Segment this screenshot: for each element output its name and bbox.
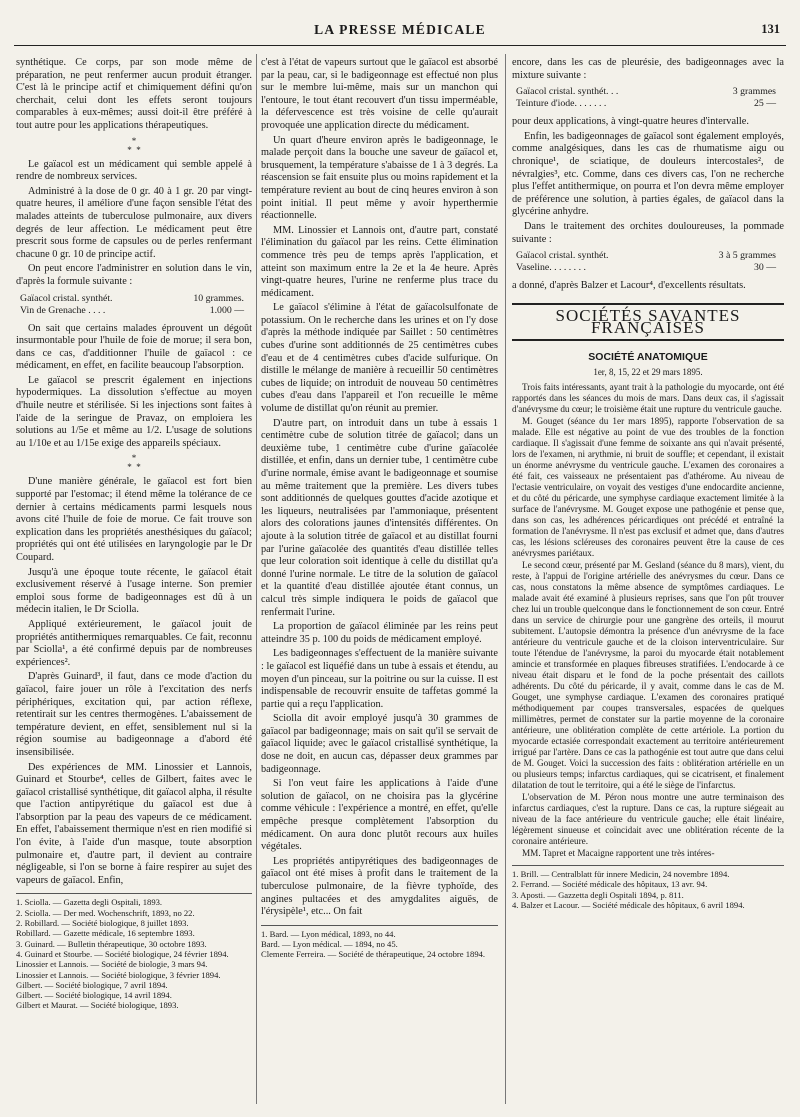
formula-row [16, 293, 252, 305]
paragraph: La proportion de gaïacol éliminée par les reins peut atteindre 35 p. 100 du poids de médicament employé. [261, 621, 498, 645]
ingredient: Gaïacol cristal. synthét. [20, 292, 113, 304]
formula-row [512, 86, 784, 98]
footnote: 4. Guinard et Stourbe. — Société biologique, 24 février 1894. [16, 948, 229, 959]
paragraph: Les propriétés antipyrétiques des badigeonnages de gaïacol ont été mises à profit dans le traitement de la tuberculose pulmonaire, de la fièvre typhoïde, des angines pultacées et des amygdalites aiguës, de l'érysipèle¹, etc... On fait [261, 855, 498, 918]
paragraph: Trois faits intéressants, ayant trait à la pathologie du myocarde, ont été rapportés dans les séances du mois de mars. Dans deux cas, il s'agissait d'anévrysme du cœur; le troisième était une rupture du ventricule gauche. [512, 382, 784, 415]
footnote: 1. Brill. — Centralblatt für innere Medicin, 24 novembre 1894. [512, 869, 730, 880]
paragraph: a donné, d'après Balzer et Lacour⁴, d'excellents résultats. [512, 280, 746, 292]
session-dates: 1er, 8, 15, 22 et 29 mars 1895. [593, 366, 703, 377]
footnote: 2. Ferrand. — Société médicale des hôpitaux, 13 avr. 94. [512, 879, 708, 890]
formula-row [16, 305, 252, 317]
paragraph: Administré à la dose de 0 gr. 40 à 1 gr. 20 par vingt-quatre heures, il améliore d'une façon sensible l'état des malades atteints de tuberculose pulmonaire, aux divers degrés de leur affection. Le médicament peut être prescrit sous forme de capsules ou de perles renfermant chacune 0 gr. 10 de principe actif. [16, 185, 252, 260]
formula-table [512, 250, 784, 274]
paragraph: Sciolla dit avoir employé jusqu'à 30 grammes de gaïacol par badigeonnage; mais on sait qu'il se servait de gaïacol liquide; avec le gaïacol cristallisé synthétique, la dose ne doit, en aucun cas, dépasser deux grammes par badigeonnage. [261, 713, 498, 775]
paragraph: encore, dans les cas de pleurésie, des badigeonnages avec la mixture suivante : [512, 57, 784, 81]
paragraph: Des expériences de MM. Linossier et Lannois, Guinard et Stourbe⁴, celles de Gilbert, faites avec le gaïacol cristallisé synthétique, dit gaïacol alpha, il résulte que l'action antipyrétique du gaïacol est due à l'absorption par la peau des vapeurs de ce médicament. En effet, l'abaissement thermique n'est en rien modifié si l'on évite, à l'aide d'un masque, toute absorption pulmonaire et, d'autre part, il devient au contraire négligeable, si l'on se borne à faire respirer au sujet des vapeurs de gaïacol. Enfin, [16, 761, 252, 886]
paragraph: Le gaïacol s'élimine à l'état de gaïacolsulfonate de potassium. On le recherche dans les urines et on l'y dose d'après la méthode indiquée par Saillet : 50 centimètres cubes d'urine sont additionnés de 25 centimètres cubes d'eau et de 4 centimètres cubes d'acide sulfurique. On distille le mélange de manière à recueillir 50 centimètres cubes de liquide; on introduit de nouveau 50 centimètres cubes d'eau dans l'appareil et l'on recueille le même volume de distillat qu'on réunit au premier. [261, 302, 498, 415]
paragraph: L'observation de M. Péron nous montre une autre terminaison des infarctus cardiaques, c'est la rupture. Dans ce cas, la rupture siégeait au niveau de la face antérieure du ventricule gauche; elle était linéaire, légèrement sinueuse et coïncidait avec une oblitération récente de la coronaire antérieure. [512, 792, 784, 847]
paragraph: Jusqu'à une époque toute récente, le gaïacol était exclusivement réservé à l'usage interne. Son premier emploi sous forme de badigeonnages est dû à un médecin italien, le Dr Sciolla. [16, 566, 252, 616]
footnotes [16, 893, 252, 1010]
column-divider [256, 54, 257, 1104]
paragraph: Dans le traitement des orchites douloureuses, la pommade suivante : [512, 220, 784, 245]
quantity: 10 grammes. [193, 292, 244, 304]
footnote: Gilbert. — Société biologique, 14 avril 1894. [16, 990, 172, 1001]
paragraph: M. Gouget (séance du 1er mars 1895), rapporte l'observation de sa malade. Elle est négative au point de vue des troubles de la fonction cardiaque. Il s'agissait d'une femme de soixante ans qui n'avait présenté, lors de l'examen, ni arythmie, ni bruit de souffle; et cependant, il existait un énorme anévrysme du ventricule gauche. L'examen des coronaires a été fait, ces vaisseaux ne présentaient pas d'athérome. Au niveau de l'ectasie ventriculaire, on voyait des vestiges d'une endocardite ancienne, et du côté du péricarde, une symphyse cardiaque exactement limitée à la surface de l'anévrysme. M. Gouget expose une pathogénie et pense que, dans son cas, les adhérences péricardiques ont précédé et entraîné la formation de l'anévrysme. Il n'est pas exclusif et admet que, dans d'autres cas, les lésions scléreuses des coronaires peuvent être la cause de ces anévrysmes pariétaux. [512, 416, 784, 559]
quantity: 25 — [753, 98, 776, 110]
paragraph: Appliqué extérieurement, le gaïacol jouit de propriétés antithermiques remarquables. Ce fait, reconnu par Sciolla¹, a été confirmé depuis par de nombreuses expériences². [16, 618, 252, 668]
ingredient: Vin de Grenache . . . . [20, 304, 106, 316]
formula-row [512, 98, 784, 110]
ingredient: Gaïacol cristal. synthét. [516, 250, 609, 262]
paragraph: On peut encore l'administrer en solution dans le vin, d'après la formule suivante : [16, 263, 252, 287]
paragraph: MM. Linossier et Lannois ont, d'autre part, constaté l'élimination du gaïacol par les reins. Cette élimination commence très peu de temps après l'application, et atteint son maximum entre la 2e et la 4e heure. Après vingt-quatre heures, l'urine ne renferme plus trace du médicament. [261, 224, 498, 299]
footnote: 1. Bard. — Lyon médical, 1893, no 44. [261, 928, 396, 939]
footnote: Linossier et Lannois. — Société biologique, 3 février 1894. [16, 969, 221, 980]
footnote: 2. Robillard. — Société biologique, 8 juillet 1893. [16, 918, 189, 929]
paragraph: c'est à l'état de vapeurs surtout que le gaïacol est absorbé par la peau, car, si le badigeonnage est effectué non plus sur le membre lui-même, mais sur un manchon qui l'entoure, le tout étant recouvert d'un tissu imperméable, la défervescence est très voisine de celle qu'aurait provoquée une application directe du médicament. [261, 57, 498, 131]
quantity: 3 à 5 grammes [718, 250, 776, 262]
footnote: Robillard. — Gazette médicale, 16 septembre 1893. [16, 928, 195, 939]
paragraph: Les badigeonnages s'effectuent de la manière suivante : le gaïacol est liquéfié dans un tube à essais et étendu, au moyen d'un pinceau, sur la poitrine ou sur la cuisse. Il est indispensable de recouvrir ensuite de taffetas gommé la partie qui a reçu l'application. [261, 648, 498, 710]
society-report [512, 382, 784, 859]
ingredient: Teinture d'iode. . . . . . . [516, 98, 607, 110]
footnote: Clemente Ferreira. — Société de thérapeutique, 24 octobre 1894. [261, 949, 486, 960]
quantity: 30 — [753, 262, 776, 274]
paragraph: Si l'on veut faire les applications à l'aide d'une solution de gaïacol, on ne choisira pas la glycérine comme véhicule : l'expérience a montré, en effet, qu'elle empêche presque complètement l'absorption du médicament. On aura donc plutôt recours aux huiles végétales. [261, 778, 498, 853]
ingredient: Vaseline. . . . . . . . [516, 262, 586, 274]
column-1 [16, 57, 252, 1011]
paragraph: Le gaïacol est un médicament qui semble appelé à rendre de nombreux services. [16, 158, 252, 183]
section-separator: * * * [127, 453, 141, 473]
column-3 [512, 57, 784, 910]
formula-row [512, 250, 784, 262]
journal-title: LA PRESSE MÉDICALE [314, 22, 486, 37]
footnote: Bard. — Lyon médical. — 1894, no 45. [261, 939, 398, 950]
paragraph: Le gaïacol se prescrit également en injections hypodermiques. La dissolution s'effectue au moyen d'huile neutre et stérilisée. Si les injections sont faites à l'aide de la seringue de Pravaz, on emploiera les solutions au 1/5e et même au 1/2. L'usage de solutions au 1/10e et au 1/15e exige des appareils spéciaux. [16, 374, 252, 449]
section-title: SOCIÉTÉS SAVANTES FRANÇAISES [512, 303, 784, 341]
paragraph: synthétique. Ce corps, par son mode même de préparation, ne peut renfermer aucun produit étranger. C'est là le principe actif et chimiquement défini qu'on cherchait, celui dont les effets seront toujours comparables à eux-mêmes; aussi doit-il être préféré à tout autre pour les applications thérapeutiques. [16, 57, 252, 131]
paragraph: pour deux applications, à vingt-quatre heures d'intervalle. [512, 116, 749, 128]
column-divider [505, 54, 506, 1104]
footnote: 1. Sciolla. — Gazetta degli Ospitali, 1893. [16, 897, 163, 908]
formula-table [16, 293, 252, 317]
footnote: Gilbert. — Société biologique, 7 avril 1894. [16, 979, 168, 990]
footnote: 4. Balzer et Lacour. — Société médicale des hôpitaux, 6 avril 1894. [512, 899, 745, 910]
section-separator: * * * [127, 135, 141, 155]
paragraph: Un quart d'heure environ après le badigeonnage, le malade perçoit dans la bouche une saveur de gaïacol et, brusquement, la température s'abaisse de 1 à 3 degrés. La réascension se fait ensuite plus ou moins rapidement et la température revient au bout de cinq heures environ à son point initial. Il peut même y avoir hyperthermie réactionnelle. [261, 134, 498, 222]
page-header [14, 22, 786, 42]
quantity: 1.000 — [209, 304, 244, 316]
footnote: 3. Aposti. — Gazzetta degli Ospitali 1894, p. 811. [512, 889, 684, 900]
footnote: Gilbert et Maurat. — Société biologique, 1893. [16, 1000, 179, 1011]
paragraph: D'autre part, on introduit dans un tube à essais 1 centimètre cube de solution titrée de gaïacol; dans un deuxième tube, 1 centimètre cube d'urine gaïacolée distillée, et enfin, dans un dernier tube, 1 centimètre cube d'urine normale, émise avant le badigeonnage et soumise au même traitement que la première. Les divers tubes sont additionnés de quelques gouttes d'acide azotique et les liqueurs, neutralisées par l'ammoniaque, présentent alors des colorations jaunes d'intensités différentes. On ajoute à la solution titrée de gaïacol et au distillat fourni par l'urine gaïacolée des quantités d'eau distillée telles que leur coloration soit identique à celle du distillat qu'a donné l'urine normale. Le titre de la solution de gaïacol et la quantité d'eau distillée ajoutée étant connus, un calcul très simple indiquera le poids de gaïacol que renfermait l'urine. [261, 417, 498, 618]
formula-row [512, 262, 784, 274]
page-number: 131 [761, 22, 780, 36]
quantity: 3 grammes [732, 86, 776, 98]
header-rule [14, 45, 786, 46]
footnote: 2. Sciolla. — Der med. Wochenschrift, 1893, no 22. [16, 907, 195, 918]
paragraph: On sait que certains malades éprouvent un dégoût insurmontable pour l'huile de foie de morue; il sera bon, dans ce cas, d'additionner l'huile de gaïacol : ce médicament, en effet, en facilite beaucoup l'absorption. [16, 322, 252, 372]
formula-table [512, 86, 784, 110]
paragraph: MM. Tapret et Macaigne rapportent une très intéres- [522, 848, 715, 859]
column-2 [261, 57, 498, 960]
paragraph: Le second cœur, présenté par M. Gesland (séance du 8 mars), vient, du reste, à l'appui de l'origine artérielle des anévrysmes du cœur. Dans ce cas, nous constatons la même absence de symptômes cardiaques. Le malade avait été examiné à plusieurs reprises, sans que l'on pût trouver chez lui un trouble quelconque dans le fonctionnement de son cœur. Entré dans un service de chirurgie pour une gangrène des orteils, il mourut subitement. L'autopsie démontra la présence d'un anévrysme de la face antérieure du ventricule gauche et de la cloison interventriculaire. Sur toute l'étendue de l'anévrysme, la paroi du myocarde était notablement amincie et transformée en plaques fibreuses stratifiées. L'endocarde à ce niveau était disparu et le fond de la poche présentait des caillots adhérents. Du côté du péricarde, il y avait, comme dans le cas de M. Gouget, une symphyse cardiaque. L'examen des coronaires pratiqué méthodiquement par coupes transversales, espacées de quelques millimètres, permet de constater sur la partie moyenne de la coronaire antérieure, une oblitération complète de cette artériole. La portion du myocarde ectasiée correspondait exactement au territoire antérieurement irrigué par l'artère. Dans ce cas la pathogénie est tout autre que dans celui de M. Gouget. Voici la succession des faits : oblitération artérielle en un ou plusieurs temps; infarctus cardiaques, qui se cicatrisent, et finalement dilatation de tout le territoire, qui a été le siège de l'infarctus. [512, 560, 784, 791]
footnotes [512, 865, 784, 910]
paragraph: D'après Guinard³, il faut, dans ce mode d'action du gaïacol, faire jouer un rôle à l'excitation des nerfs périphériques, excitation qui, par action réflexe, retentirait sur les centres thermogènes. L'abaissement de température devient, en effet, sensiblement nul si la région soumise au badigeonnage a d'abord été insensibilisée. [16, 671, 252, 758]
paragraph: D'une manière générale, le gaïacol est fort bien supporté par l'estomac; il étend même la tolérance de ce dernier à certains médicaments parmi lesquels nous avons cité l'huile de foie de morue. Ce fait trouve son explication dans les propriétés anesthésiques du gaïacol; propriétés qui ont été utilisées en laryngologie par le Dr Coupard. [16, 476, 252, 563]
society-heading: SOCIÉTÉ ANATOMIQUE [588, 350, 708, 363]
footnote: 3. Guinard. — Bulletin thérapeutique, 30 octobre 1893. [16, 938, 207, 949]
ingredient: Gaïacol cristal. synthét. . . [516, 86, 619, 98]
footnotes [261, 925, 498, 960]
paragraph: Enfin, les badigeonnages de gaïacol sont également employés, comme analgésiques, dans les cas de rhumatisme aigu ou chronique¹, de sciatique, de douleurs intercostales², de névralgies³, etc. Comme, dans ces divers cas, l'on ne recherche plus l'effet antithermique, on pourra et l'on devra même employer de préférence une solution, à parties égales, de gaïacol dans la glycérine anhydre. [512, 130, 784, 218]
footnote: Linossier et Lannois. — Société de biologie, 3 mars 94. [16, 959, 208, 970]
